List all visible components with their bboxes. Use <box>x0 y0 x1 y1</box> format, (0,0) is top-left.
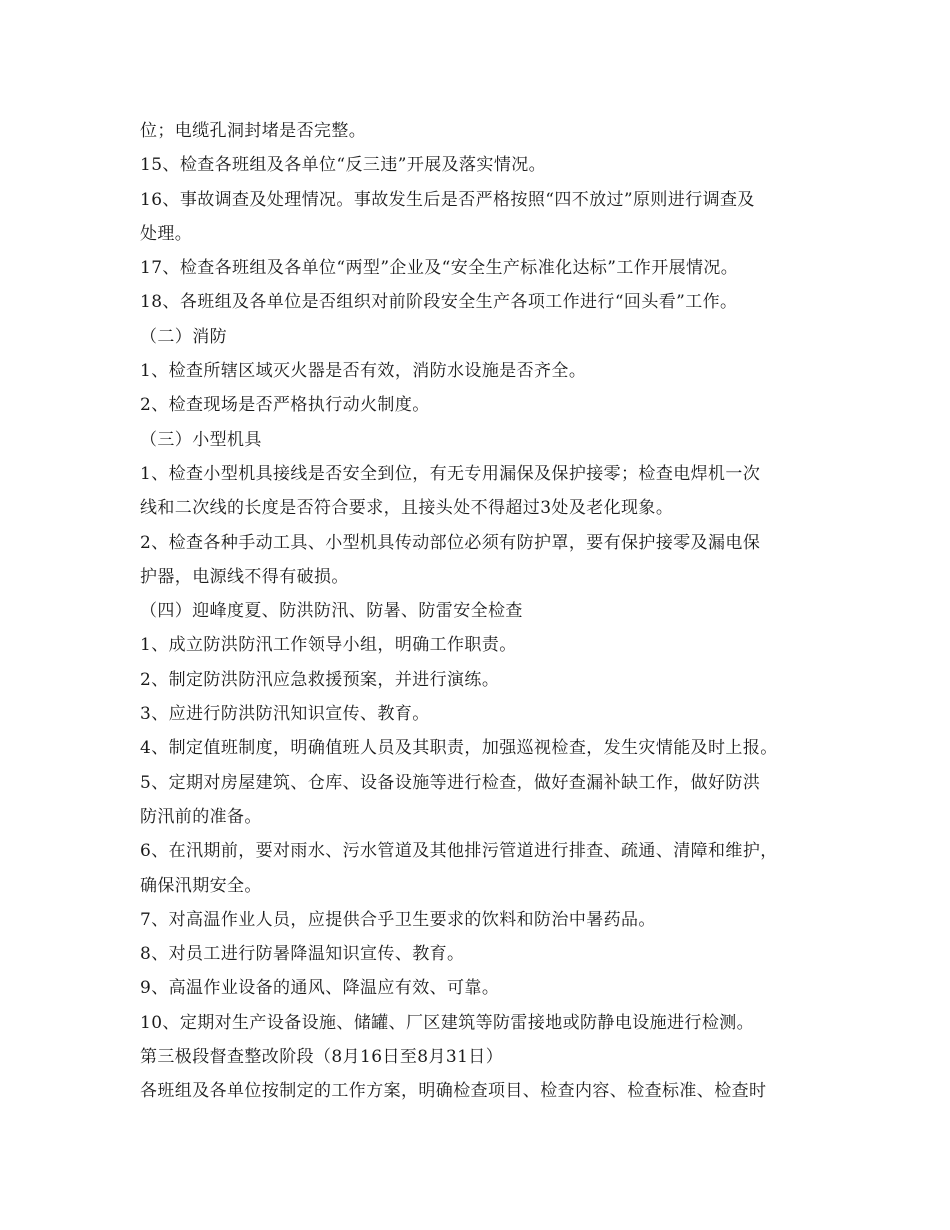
text-line: 18、各班组及各单位是否组织对前阶段安全生产各项工作进行“回头看”工作。 <box>140 292 738 313</box>
text-line: 10、定期对生产设备设施、储罐、厂区建筑等防雷接地或防静电设施进行检测。 <box>140 1012 755 1033</box>
text-line: 17、检查各班组及各单位“两型”企业及“安全生产标准化达标”工作开展情况。 <box>140 258 739 279</box>
section-heading: （三）小型机具 <box>140 429 262 450</box>
text-line: 护器，电源线不得有破损。 <box>140 566 349 587</box>
text-line: 15、检查各班组及各单位“反三违”开展及落实情况。 <box>140 155 547 176</box>
text-line: 8、对员工进行防暑降温知识宣传、教育。 <box>140 944 465 965</box>
text-line: 4、制定值班制度，明确值班人员及其职责，加强巡视检查，发生灾情能及时上报。 <box>140 738 778 759</box>
text-line: 1、检查小型机具接线是否安全到位，有无专用漏保及保护接零；检查电焊机一次 <box>140 463 761 484</box>
text-line: 1、成立防洪防汛工作领导小组，明确工作职责。 <box>140 635 517 656</box>
section-heading: （四）迎峰度夏、防洪防汛、防暑、防雷安全检查 <box>140 601 523 622</box>
text-line: 线和二次线的长度是否符合要求，且接头处不得超过3处及老化现象。 <box>140 498 674 519</box>
text-line: 各班组及各单位按制定的工作方案，明确检查项目、检查内容、检查标准、检查时 <box>140 1081 767 1102</box>
section-heading: 第三极段督查整改阶段（8月16日至8月31日） <box>140 1047 504 1068</box>
text-line: 9、高温作业设备的通风、降温应有效、可靠。 <box>140 978 500 999</box>
text-line: 2、制定防洪防汛应急救援预案，并进行演练。 <box>140 669 500 690</box>
section-heading: （二）消防 <box>140 326 227 347</box>
text-line: 确保汛期安全。 <box>140 875 262 896</box>
text-line: 7、对高温作业人员，应提供合乎卫生要求的饮料和防治中暑药品。 <box>140 909 656 930</box>
text-line: 5、定期对房屋建筑、仓库、设备设施等进行检查，做好查漏补缺工作，做好防洪 <box>140 772 761 793</box>
text-line: 防汛前的准备。 <box>140 806 262 827</box>
text-line: 处理。 <box>140 223 193 244</box>
text-line: 3、应进行防洪防汛知识宣传、教育。 <box>140 704 430 725</box>
text-line: 2、检查各种手动工具、小型机具传动部位必须有防护罩，要有保护接零及漏电保 <box>140 532 761 553</box>
document-body <box>140 114 830 1109</box>
text-line: 6、在汛期前，要对雨水、污水管道及其他排污管道进行排查、疏通、清障和维护， <box>140 841 778 862</box>
text-line: 1、检查所辖区域灭火器是否有效，消防水设施是否齐全。 <box>140 361 587 382</box>
text-line: 位；电缆孔洞封堵是否完整。 <box>140 121 367 141</box>
text-line: 2、检查现场是否严格执行动火制度。 <box>140 395 430 416</box>
text-line: 16、事故调查及处理情况。事故发生后是否严格按照“四不放过”原则进行调查及 <box>140 189 755 210</box>
